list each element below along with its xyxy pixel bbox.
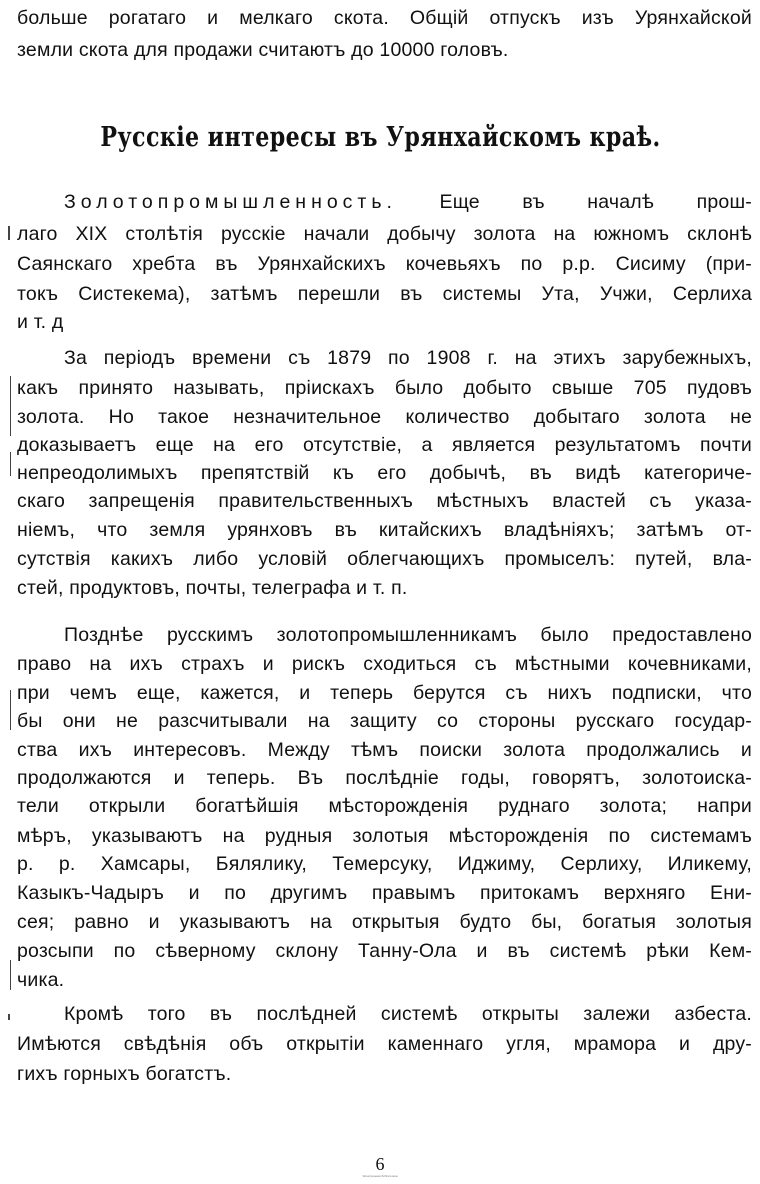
margin-mark — [10, 960, 11, 990]
text-line: сутствія какихъ либо условій облегчающихъ промыселъ: путей, вла- — [17, 548, 752, 570]
text-line: больше рогатаго и мелкаго скота. Общій отпускъ изъ Урянхайской — [17, 7, 752, 29]
text-line: золота. Но такое незначительное количество добытаго золота не — [17, 406, 752, 428]
text-line: мѣръ, указываютъ на рудныя золотыя мѣсторожденія по системамъ — [17, 825, 752, 847]
text-line: какъ принято называть, пріискахъ было добыто свыше 705 пудовъ — [17, 377, 752, 399]
text-line: земли скота для продажи считаютъ до 10000 головъ. — [17, 39, 509, 61]
margin-mark — [10, 690, 11, 730]
paragraph-first-line — [64, 188, 752, 216]
text-line: р. р. Хамсары, Бялялику, Темерсуку, Иджиму, Серлиху, Иликему, — [17, 853, 752, 875]
section-heading: Русскіе интересы въ Урянхайскомъ краѣ. — [100, 122, 661, 153]
text-line: продолжаются и теперь. Въ послѣдніе годы, говорятъ, золотоиска- — [17, 767, 752, 789]
text-line: Саянскаго хребта въ Урянхайскихъ кочевьяхъ по р.р. Сисиму (при- — [17, 253, 752, 275]
text-line: За періодъ времени съ 1879 по 1908 г. на этихъ зарубежныхъ, — [64, 347, 752, 369]
text-line: розсыпи по сѣверному склону Танну-Ола и въ системѣ рѣки Кем- — [17, 940, 752, 962]
margin-mark — [10, 376, 11, 436]
text-line: и т. д — [17, 311, 64, 333]
footer-imprint: Электронная библиотека — [362, 1174, 398, 1178]
text-line: непреодолимыхъ препятствій къ его добычѣ, въ видѣ категориче- — [17, 462, 752, 484]
text-line: токъ Систекема), затѣмъ перешли въ системы Ута, Учжи, Серлиха — [17, 283, 752, 305]
margin-mark — [10, 452, 11, 476]
paragraph-lead-word: Золотопромышленность. — [64, 191, 397, 213]
margin-mark — [8, 226, 10, 240]
text-line: доказываетъ еще на его отсутствіе, а является результатомъ почти — [17, 434, 752, 456]
text-line: чика. — [17, 969, 65, 991]
text-line: тели открыли богатѣйшія мѣсторожденія руднаго золота; напри — [17, 795, 752, 817]
text-line: скаго запрещенія правительственныхъ мѣстныхъ властей съ указа- — [17, 490, 752, 512]
text-line: Кромѣ того въ послѣдней системѣ открыты залежи азбеста. — [64, 1003, 752, 1025]
text-line: Позднѣе русскимъ золотопромышленникамъ было предоставлено — [64, 624, 752, 646]
page-number: 6 — [375, 1154, 385, 1174]
margin-mark — [8, 1014, 10, 1020]
text-line: ніемъ, что земля урянховъ въ китайскихъ владѣніяхъ; затѣмъ от- — [17, 519, 752, 541]
text-line: Казыкъ-Чадыръ и по другимъ правымъ притокамъ верхняго Ени- — [17, 882, 752, 904]
text-line: право на ихъ страхъ и рискъ сходиться съ мѣстными кочевниками, — [17, 653, 752, 675]
text-fragment: Еще въ началѣ прош- — [439, 191, 752, 213]
text-line: Имѣются свѣдѣнія объ открытіи каменнаго угля, мрамора и дру- — [17, 1033, 752, 1055]
text-line: лаго XIX столѣтія русскіе начали добычу золота на южномъ склонѣ — [17, 223, 752, 245]
text-line: ства ихъ интересовъ. Между тѣмъ поиски золота продолжались и — [17, 739, 752, 761]
text-line: бы они не разсчитывали на защиту со стороны русскаго государ- — [17, 710, 752, 732]
text-line: сея; равно и указываютъ на открытыя будто бы, богатыя золотыя — [17, 911, 752, 933]
text-line: гихъ горныхъ богатстъ. — [17, 1063, 232, 1085]
text-line: при чемъ еще, кажется, и теперь берутся съ нихъ подписки, что — [17, 682, 752, 704]
text-line: стей, продуктовъ, почты, телеграфа и т. п. — [17, 577, 408, 599]
